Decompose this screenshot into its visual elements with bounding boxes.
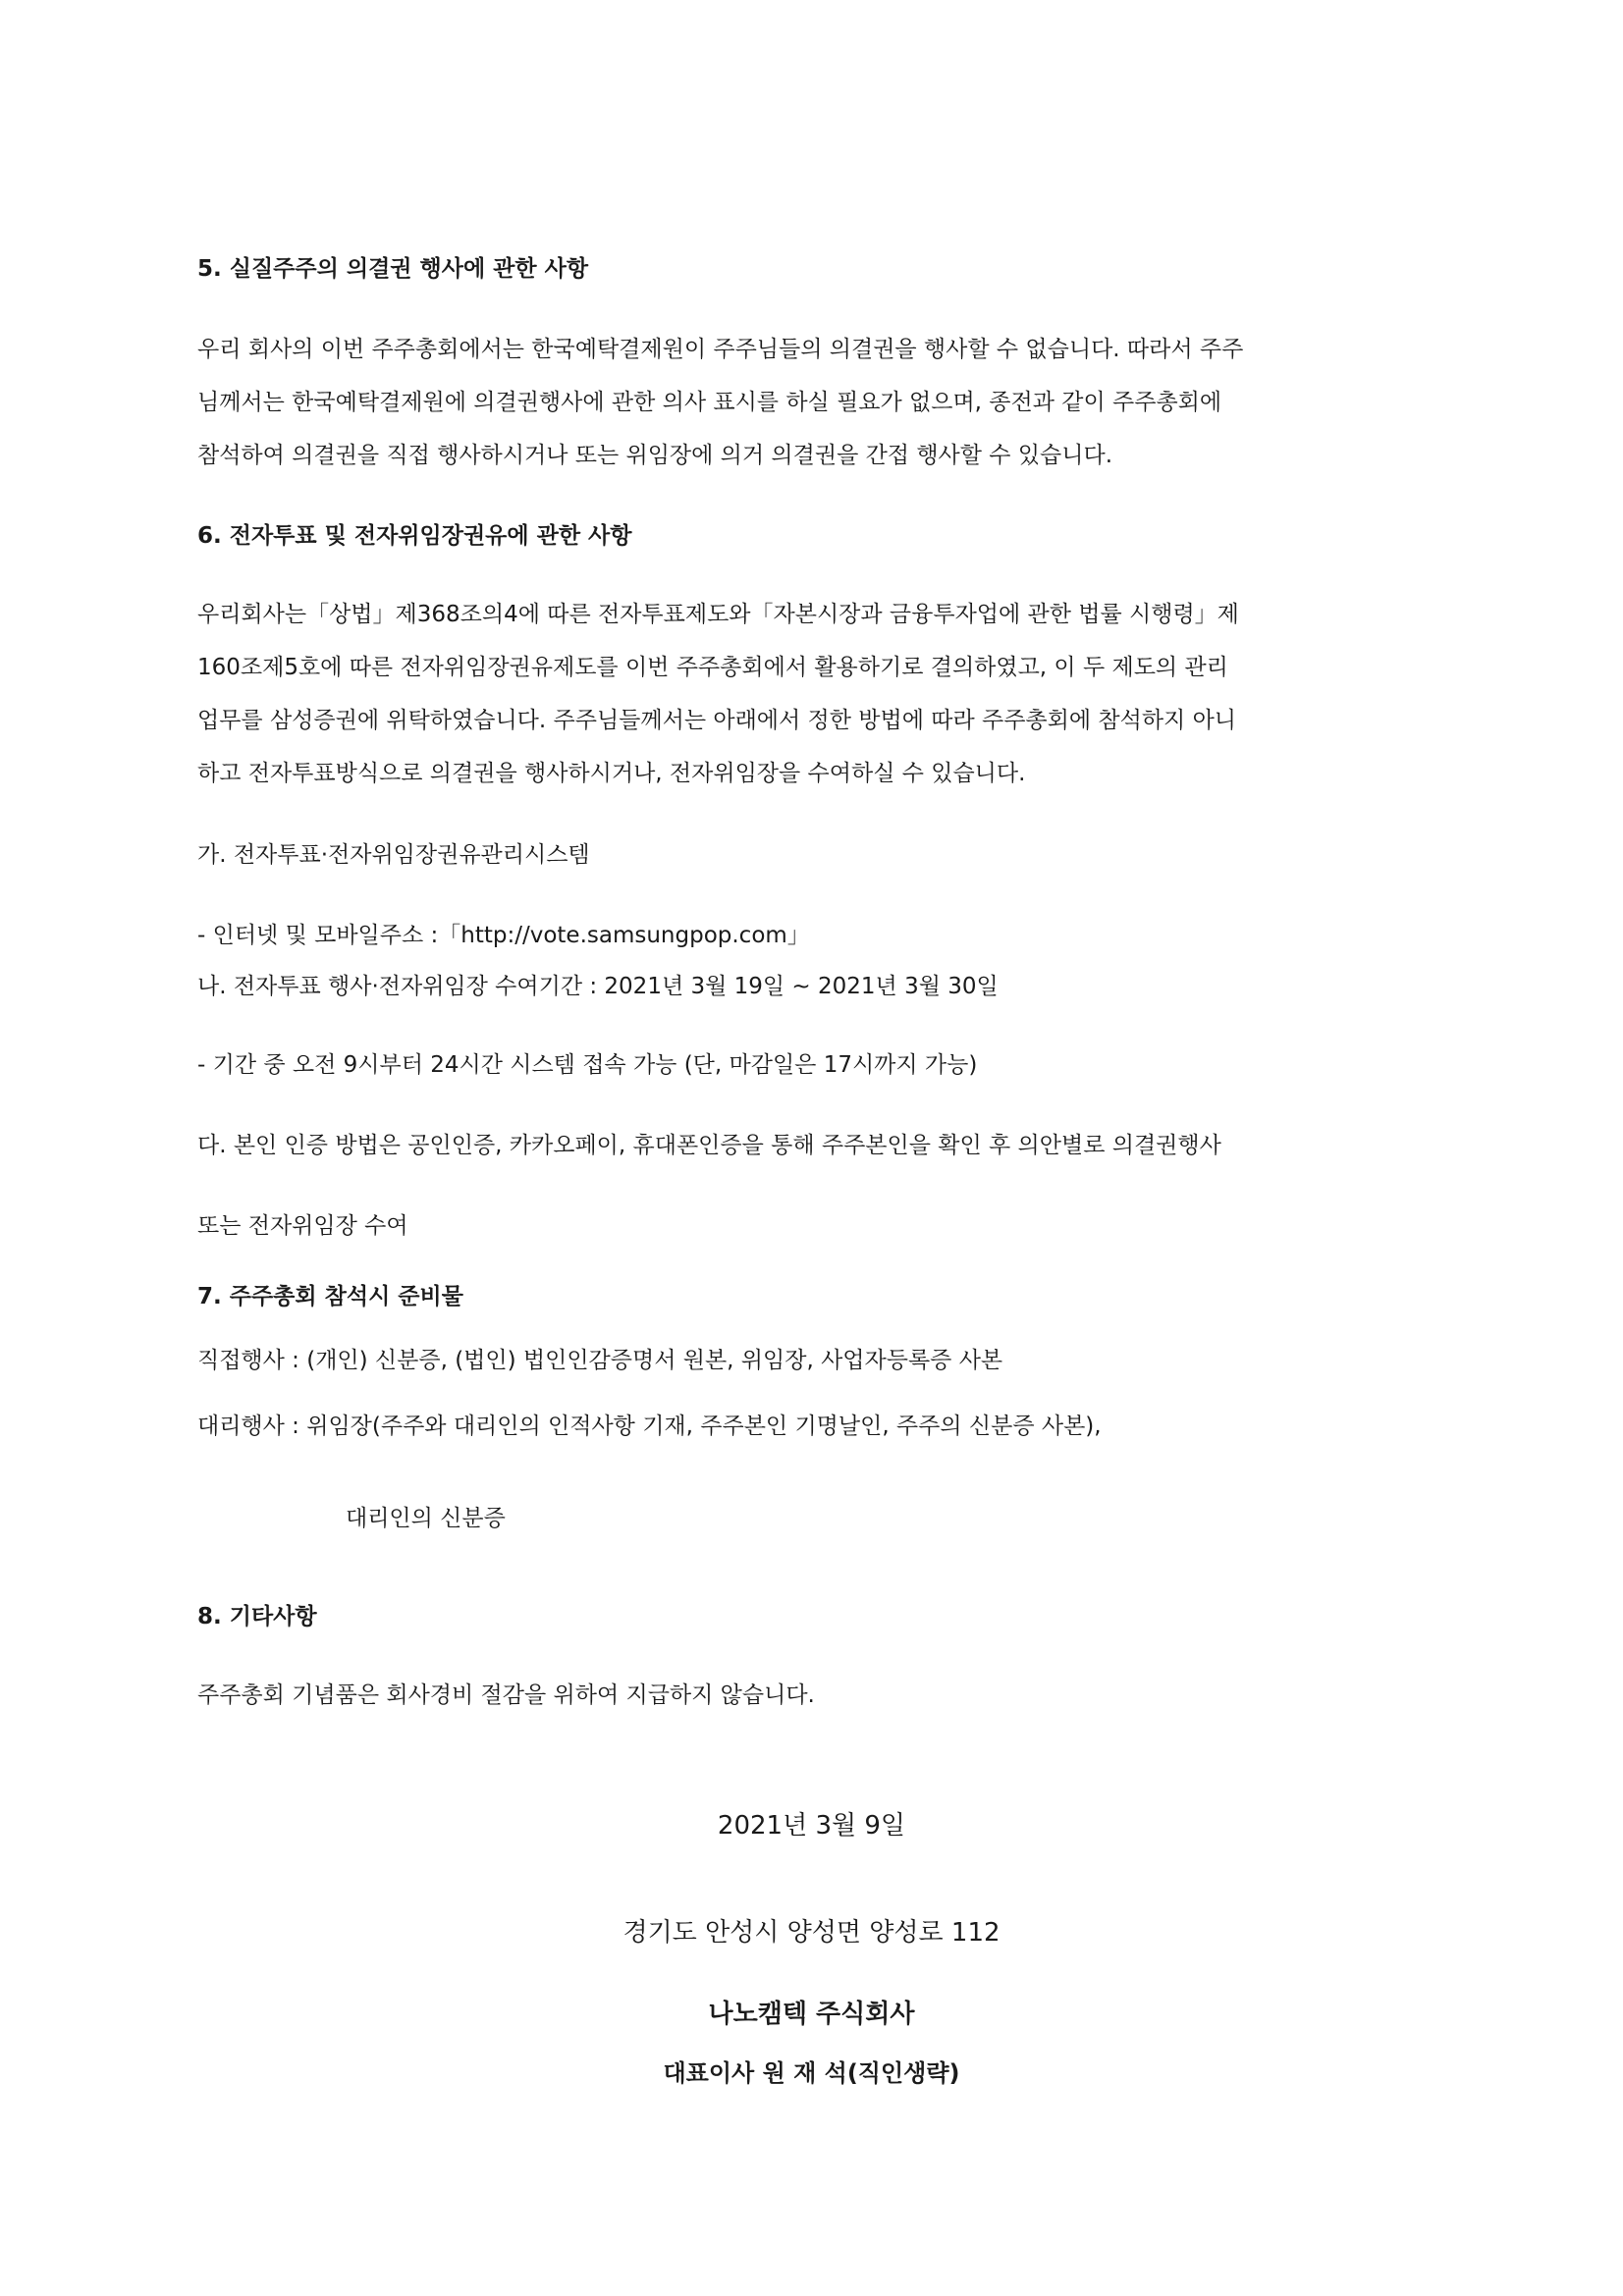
section-5-line-3: 참석하여 의결권을 직접 행사하시거나 또는 위임장에 의거 의결권을 간접 행사할 수 있습니다. xyxy=(197,443,1113,468)
section-6-line-2: 160조제5호에 따른 전자위임장권유제도를 이번 주주총회에서 활용하기로 결의하였고, 이 두 제도의 관리 xyxy=(197,655,1228,680)
section-5-line-1: 우리 회사의 이번 주주총회에서는 한국예탁결제원이 주주님들의 의결권을 행사할 수 없습니다. 따라서 주주 xyxy=(197,337,1244,362)
section-6-item-ga: 가. 전자투표·전자위임장권유관리시스템 xyxy=(197,842,590,868)
section-5-heading: 5. 실질주주의 의결권 행사에 관한 사항 xyxy=(197,256,589,282)
section-6-item-da-1: 다. 본인 인증 방법은 공인인증, 카카오페이, 휴대폰인증을 통해 주주본인을 확인 후 의안별로 의결권행사 xyxy=(197,1133,1221,1158)
section-6-line-3: 업무를 삼성증권에 위탁하였습니다. 주주님들께서는 아래에서 정한 방법에 따라 주주총회에 참석하지 아니 xyxy=(197,708,1237,733)
ceo-signature: 대표이사 원 재 석(직인생략) xyxy=(663,2059,960,2087)
section-8-heading: 8. 기타사항 xyxy=(197,1604,317,1629)
section-7-heading: 7. 주주총회 참석시 준비물 xyxy=(197,1284,463,1309)
section-6-item-na: 나. 전자투표 행사·전자위임장 수여기간 : 2021년 3월 19일 ~ 2021년 3월 30일 xyxy=(197,974,999,999)
section-7-direct: 직접행사 : (개인) 신분증, (법인) 법인인감증명서 원본, 위임장, 사업자등록증 사본 xyxy=(197,1348,1003,1373)
notice-date: 2021년 3월 9일 xyxy=(717,1811,906,1841)
section-6-heading: 6. 전자투표 및 전자위임장권유에 관한 사항 xyxy=(197,523,632,549)
section-6-vote-url: - 인터넷 및 모바일주소 :「http://vote.samsungpop.com」 xyxy=(197,923,810,948)
section-6-line-4: 하고 전자투표방식으로 의결권을 행사하시거나, 전자위임장을 수여하실 수 있습니다. xyxy=(197,761,1026,786)
section-8-text: 주주총회 기념품은 회사경비 절감을 위하여 지급하지 않습니다. xyxy=(197,1682,815,1708)
section-6-line-1: 우리회사는「상법」제368조의4에 따른 전자투표제도와「자본시장과 금융투자업에 관한 법률 시행령」제 xyxy=(197,602,1239,627)
section-5-line-2: 님께서는 한국예탁결제원에 의결권행사에 관한 의사 표시를 하실 필요가 없으며, 종전과 같이 주주총회에 xyxy=(197,390,1222,415)
company-name: 나노캠텍 주식회사 xyxy=(708,2000,915,2029)
section-6-item-da-2: 또는 전자위임장 수여 xyxy=(197,1213,408,1239)
section-6-item-hours: - 기간 중 오전 9시부터 24시간 시스템 접속 가능 (단, 마감일은 17시까지 가능) xyxy=(197,1052,978,1078)
section-7-proxy-cont: 대리인의 신분증 xyxy=(346,1506,506,1531)
section-7-proxy: 대리행사 : 위임장(주주와 대리인의 인적사항 기재, 주주본인 기명날인, 주주의 신분증 사본), xyxy=(197,1414,1102,1439)
company-address: 경기도 안성시 양성면 양성로 112 xyxy=(622,1918,1001,1948)
